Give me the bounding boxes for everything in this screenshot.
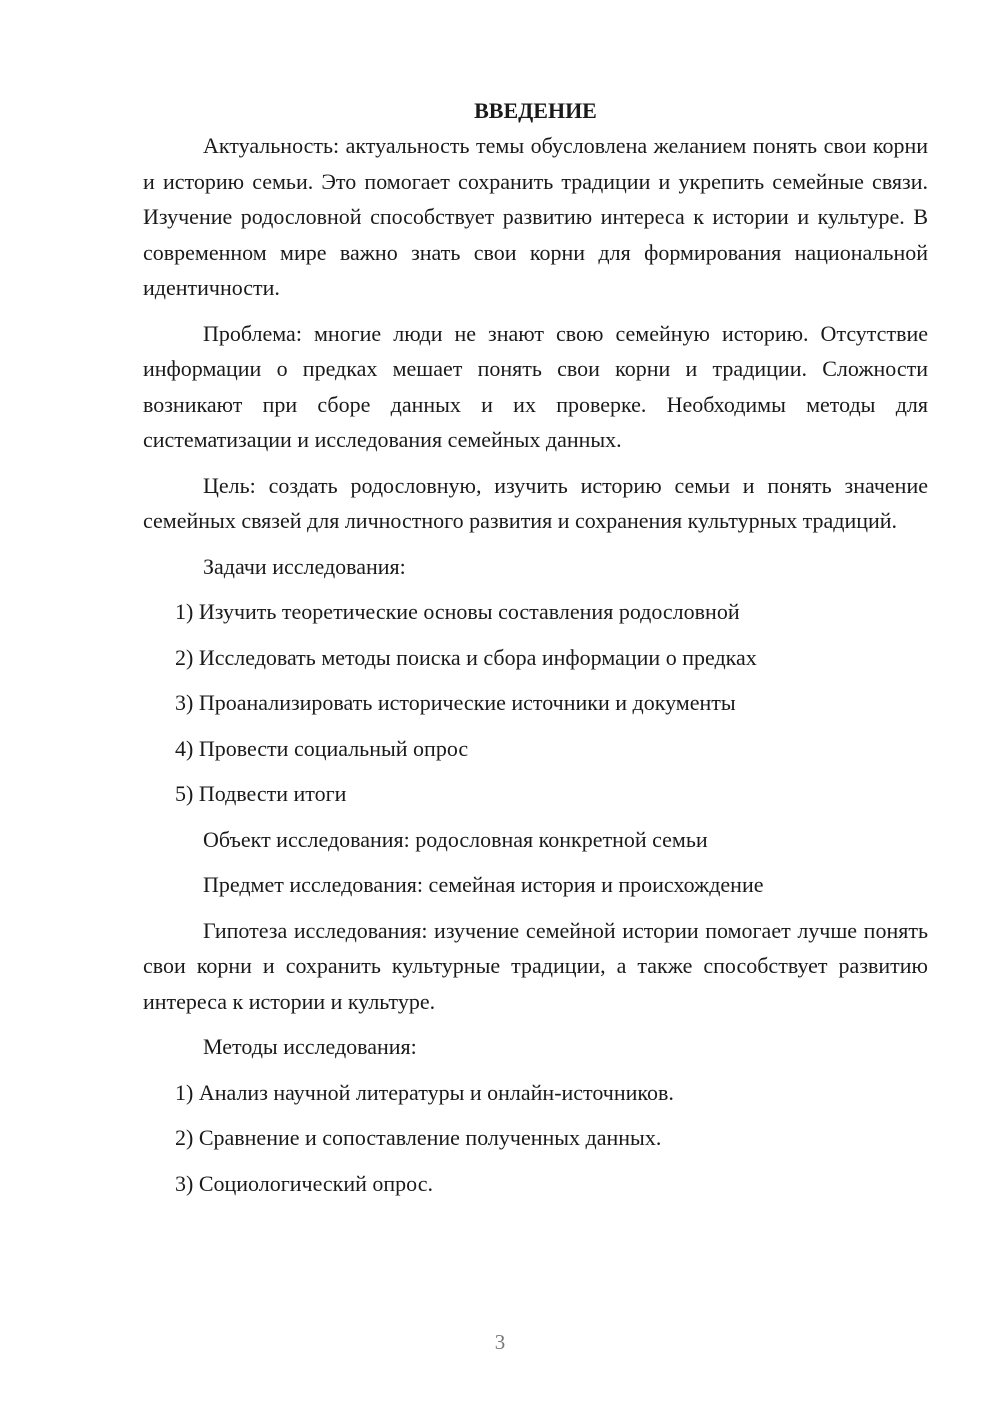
method-item: 1) Анализ научной литературы и онлайн-источников. [175,1079,674,1105]
task-item: 3) Проанализировать исторические источники и документы [175,690,736,715]
hypothesis-paragraph: Гипотеза исследования: изучение семейной истории помогает лучше понять свои корни и сохранить культурные традиции, а также способствует развитию интереса к истории и культуре. [143,917,928,1014]
goal-paragraph: Цель: создать родословную, изучить историю семьи и понять значение семейных связей для личностного развития и сохранения культурных традиций. [143,472,928,533]
object-line: Объект исследования: родословная конкретной семьи [203,826,708,852]
document-page [143,95,928,1211]
task-item: 4) Провести социальный опрос [175,735,469,761]
task-item: 1) Изучить теоретические основы составления родословной [175,599,740,624]
relevance-paragraph: Актуальность: актуальность темы обусловлена желанием понять свои корни и историю семьи. Это помогает сохранить традиции и укрепить семейные связи. Изучение родословной способствует развитию интереса к истории и культуре. В современном мире важно знать свои корни для формирования национальной идентичности. [143,133,928,300]
task-item: 5) Подвести итоги [175,781,347,806]
subject-line: Предмет исследования: семейная история и происхождение [203,872,764,897]
page-number: 3 [494,1330,506,1354]
tasks-heading: Задачи исследования: [203,553,406,579]
problem-paragraph: Проблема: многие люди не знают свою семейную историю. Отсутствие информации о предках мешает понять свои корни и традиции. Сложности возникают при сборе данных и их проверке. Необходимы методы для систематизации и исследования семейных данных. [143,320,928,452]
method-item: 3) Социологический опрос. [175,1170,433,1196]
task-item: 2) Исследовать методы поиска и сбора информации о предках [175,644,757,670]
method-item: 2) Сравнение и сопоставление полученных данных. [175,1125,662,1150]
section-title: ВВЕДЕНИЕ [474,98,597,123]
methods-heading: Методы исследования: [203,1034,417,1059]
